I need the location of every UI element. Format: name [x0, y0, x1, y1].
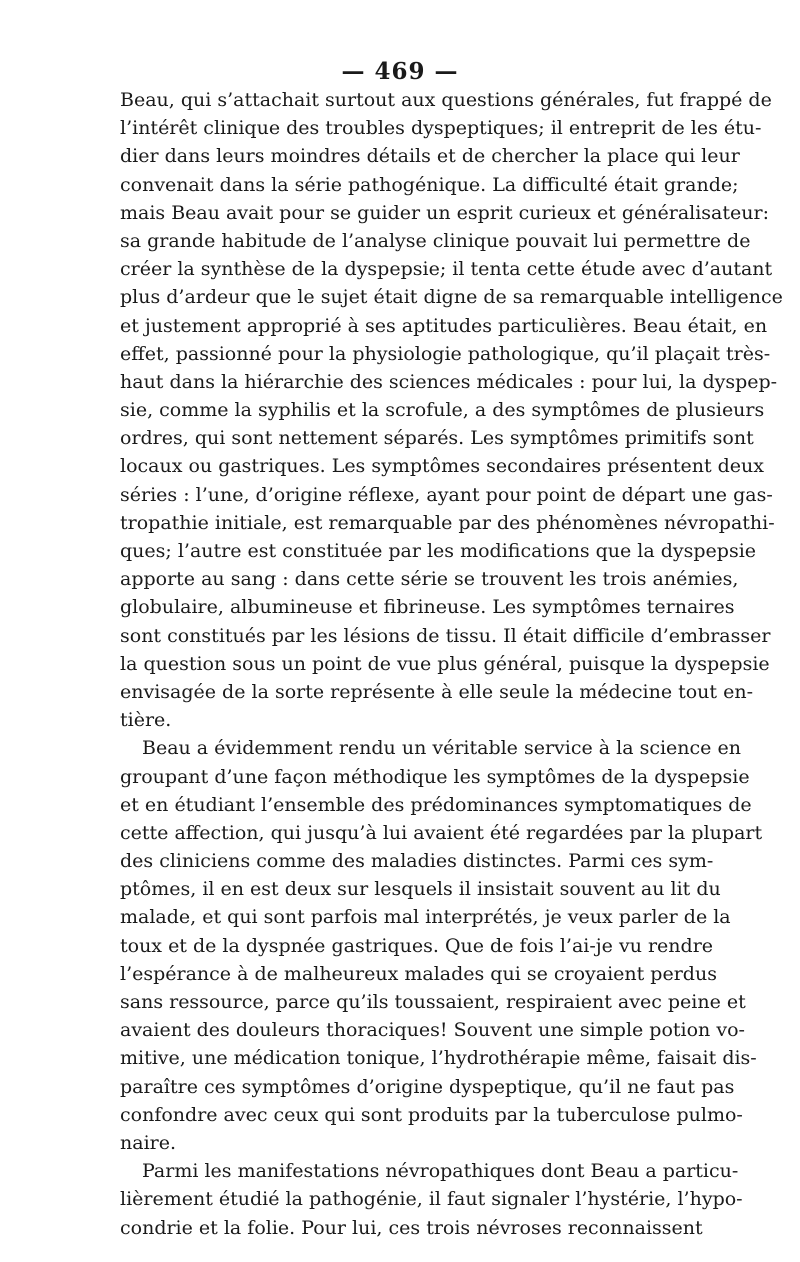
text-line: et en étudiant l’ensemble des prédominances symptomatiques de	[120, 793, 752, 816]
text-line: mais Beau avait pour se guider un esprit curieux et généralisateur:	[120, 201, 769, 224]
paragraph-start-line: Beau a évidemment rendu un véritable service à la science en	[142, 737, 741, 760]
text-line: dier dans leurs moindres détails et de chercher la place qui leur	[120, 145, 740, 168]
text-line: sie, comme la syphilis et la scrofule, a des symptômes de plusieurs	[120, 399, 765, 422]
text-line: plus d’ardeur que le sujet était digne de sa remarquable intelligence	[120, 286, 783, 309]
text-line: Beau, qui s’attachait surtout aux questions générales, fut frappé de	[120, 89, 772, 111]
text-line: et justement approprié à ses aptitudes particulières. Beau était, en	[120, 314, 768, 337]
text-line: confondre avec ceux qui sont produits par la tuberculose pulmo-	[120, 1103, 743, 1126]
text-line: sans ressource, parce qu’ils toussaient, respiraient avec peine et	[120, 991, 746, 1013]
text-line: la question sous un point de vue plus général, puisque la dyspepsie	[120, 652, 770, 675]
text-line: mitive, une médication tonique, l’hydrothérapie même, faisait dis-	[120, 1047, 757, 1070]
text-line: tropathie initiale, est remarquable par des phénomènes névropathi-	[120, 511, 775, 534]
text-line: convenait dans la série pathogénique. La difficulté était grande;	[120, 173, 739, 196]
text-line: globulaire, albumineuse et fibrineuse. Les symptômes ternaires	[120, 596, 735, 619]
body-text	[120, 86, 783, 1242]
text-line: envisagée de la sorte représente à elle seule la médecine tout en-	[120, 680, 753, 703]
paragraph-start-line: Parmi les manifestations névropathiques dont Beau a particu-	[142, 1160, 739, 1183]
text-line: lièrement étudié la pathogénie, il faut signaler l’hystérie, l’hypo-	[120, 1188, 743, 1211]
text-line: séries : l’une, d’origine réflexe, ayant pour point de départ une gas-	[120, 483, 773, 506]
text-line: cette affection, qui jusqu’à lui avaient été regardées par la plupart	[120, 821, 763, 844]
text-line: créer la synthèse de la dyspepsie; il tenta cette étude avec d’autant	[120, 258, 773, 281]
text-line: avaient des douleurs thoraciques! Souvent une simple potion vo-	[120, 1019, 745, 1042]
text-line: l’intérêt clinique des troubles dyspeptiques; il entreprit de les étu-	[120, 117, 762, 140]
text-line: malade, et qui sont parfois mal interprétés, je veux parler de la	[120, 906, 731, 929]
text-line: apporte au sang : dans cette série se trouvent les trois anémies,	[120, 568, 739, 591]
text-line: ques; l’autre est constituée par les modifications que la dyspepsie	[120, 540, 757, 562]
text-line: haut dans la hiérarchie des sciences médicales : pour lui, la dyspep-	[120, 370, 778, 393]
text-line: des cliniciens comme des maladies distinctes. Parmi ces sym-	[120, 850, 714, 873]
text-line: condrie et la folie. Pour lui, ces trois névroses reconnaissent	[120, 1216, 703, 1239]
text-line: sa grande habitude de l’analyse clinique pouvait lui permettre de	[120, 229, 751, 252]
text-line: sont constitués par les lésions de tissu. Il était difficile d’embrasser	[120, 624, 771, 647]
page-number: — 469 —	[341, 58, 459, 85]
text-line: effet, passionné pour la physiologie pathologique, qu’il plaçait très-	[120, 342, 771, 365]
text-line: paraître ces symptômes d’origine dyspeptique, qu’il ne faut pas	[120, 1075, 735, 1098]
text-line: locaux ou gastriques. Les symptômes secondaires présentent deux	[120, 455, 765, 478]
text-line: toux et de la dyspnée gastriques. Que de fois l’ai-je vu rendre	[120, 934, 714, 957]
text-line: ordres, qui sont nettement séparés. Les symptômes primitifs sont	[120, 427, 754, 450]
paragraph-end-line: tière.	[120, 709, 172, 732]
text-line: ptômes, il en est deux sur lesquels il insistait souvent au lit du	[120, 878, 721, 901]
paragraph-end-line: naire.	[120, 1131, 177, 1154]
text-line: groupant d’une façon méthodique les symptômes de la dyspepsie	[120, 765, 750, 788]
text-line: l’espérance à de malheureux malades qui se croyaient perdus	[120, 962, 717, 985]
